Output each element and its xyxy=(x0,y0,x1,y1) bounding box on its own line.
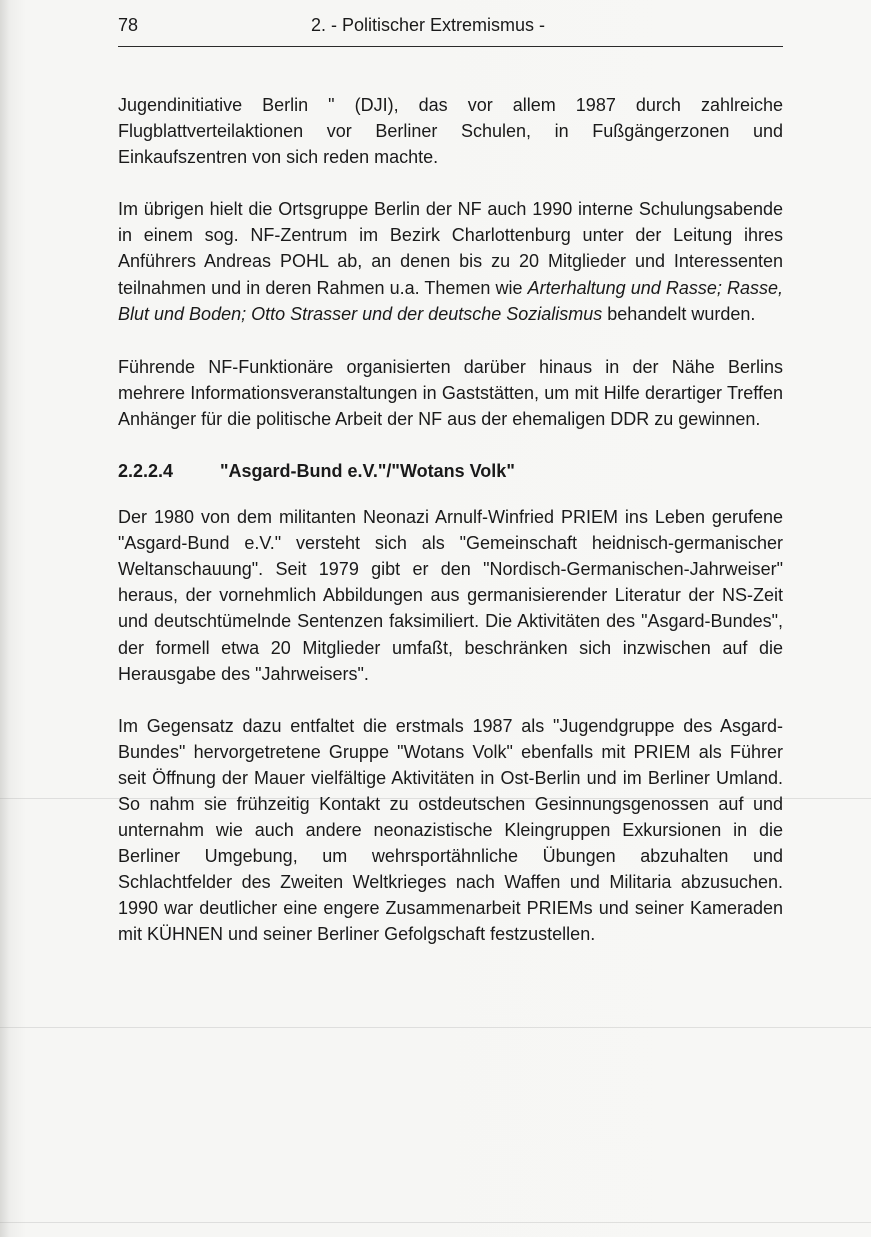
page-header xyxy=(118,12,783,47)
page-number: 78 xyxy=(118,15,139,35)
paragraph-ortsgruppe-berlin xyxy=(118,196,783,326)
paragraph-topics-italic: Arterhaltung und Rasse; Rasse, Blut und Boden; Otto Strasser und der deutsche Sozialismus xyxy=(118,277,784,324)
scan-artifact-line xyxy=(0,1222,871,1223)
paragraph-asgard-bund: Der 1980 von dem militanten Neonazi Arnulf-Winfried PRIEM ins Leben gerufene "Asgard-Bund e.V." versteht sich als "Gemeinschaft heidnisch-germanischer Weltanschauung". Seit 1979 gibt er den "Nordisch-Germanischen-Jahrweiser" heraus, der vornehmlich Abbildungen aus germanisierender Literatur der NS-Zeit und deutschtümelnde Sentenzen faksimiliert. Die Aktivitäten des "Asgard-Bundes", der formell etwa 20 Mitglieder umfaßt, beschränken sich inzwischen auf die Herausgabe des "Jahrweisers". xyxy=(118,507,783,684)
paragraph-wotans-volk: Im Gegensatz dazu entfaltet die erstmals 1987 als "Jugendgruppe des Asgard-Bundes" hervorgetretene Gruppe "Wotans Volk" ebenfalls mit PRIEM als Führer seit Öffnung der Mauer vielfältige Aktivitäten in Ost-Berlin und im Berliner Umland. So nahm sie frühzeitig Kontakt zu ostdeutschen Gesinnungsgenossen auf und unternahm wie auch andere neonazistische Kleingruppen Exkursionen in die Berliner Umgebung, um wehrsportähnliche Übungen abzuhalten und Schlachtfelder des Zweiten Weltkrieges nach Waffen und Militaria abzusuchen. 1990 war deutlicher eine engere Zusammenarbeit PRIEMs und seiner Kameraden mit KÜHNEN und seiner Berliner Gefolgschaft festzustellen. xyxy=(118,715,783,945)
paragraph-dji: Jugendinitiative Berlin " (DJI), das vor allem 1987 durch zahlreiche Flugblattverteilaktionen vor Berliner Schulen, in Fußgängerzonen und Einkaufszentren von sich reden machte. xyxy=(118,95,783,168)
running-title: 2. - Politischer Extremismus - xyxy=(311,15,546,35)
section-number: 2.2.2.4 xyxy=(118,461,174,482)
paragraph-outro-text: behandelt wurden. xyxy=(602,303,756,324)
paragraph-intro-text: Im übrigen hielt die Ortsgruppe Berlin der NF auch 1990 interne Schulungsabende in einem sog. NF-Zentrum im Bezirk Charlottenburg unter der Leitung ihres Anführers Andreas POHL ab, an denen bis zu 20 Mitglieder und Interessenten teilnahmen und in deren Rahmen u.a. Themen wie xyxy=(118,199,783,298)
body-text xyxy=(118,92,783,974)
section-title: "Asgard-Bund e.V."/"Wotans Volk" xyxy=(220,461,515,482)
section-heading xyxy=(118,458,783,484)
scan-artifact-line xyxy=(0,1027,871,1028)
paragraph-nf-funktionaere: Führende NF-Funktionäre organisierten darüber hinaus in der Nähe Berlins mehrere Informationsveranstaltungen in Gaststätten, um mit Hilfe derartiger Treffen Anhänger für die politische Arbeit der NF aus der ehemaligen DDR zu gewinnen. xyxy=(118,356,783,429)
